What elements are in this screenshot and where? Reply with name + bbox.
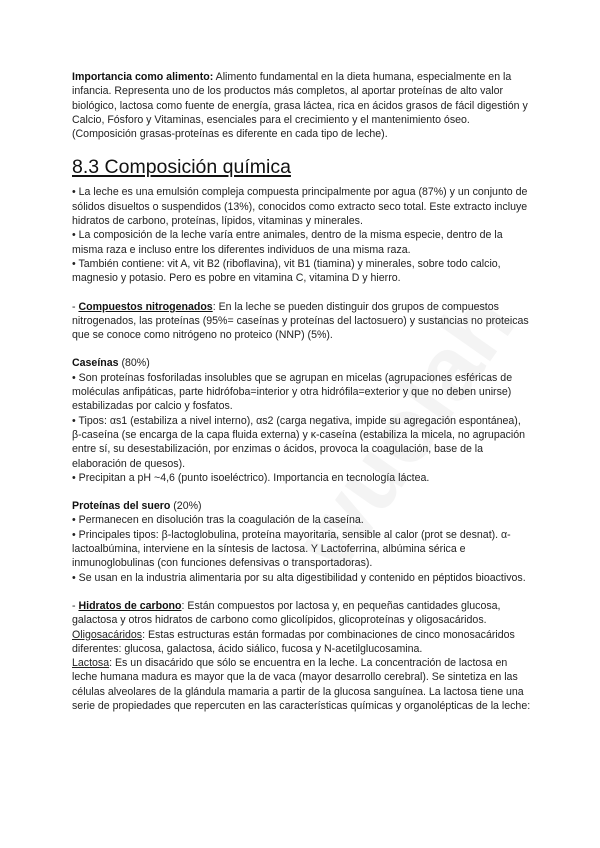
carbs-heading: Hidratos de carbono <box>78 599 182 612</box>
whey-heading: Proteínas del suero <box>72 500 171 513</box>
lactosa-text: : Es un disacárido que sólo se encuentra en la leche. La concentración de lactosa en leche humana madura es mayor que la de vaca (mayor desarrollo cerebral). Se sintetiza en las células alveolares de la glándula mamaria a partir de la glucosa sanguínea. La lactosa tiene una serie de propiedades que repercuten en las características químicas y organolépticas de la leche: <box>72 657 531 712</box>
intro-note: (Composición grasas-proteínas es diferente en cada tipo de leche). <box>72 128 388 141</box>
whey-pct: (20%) <box>170 500 202 513</box>
nitrogen-text: : En la leche se pueden distinguir dos grupos de compuestos nitrogenados, las proteínas (95%= caseínas y proteínas del lactosuero) y sustancias no proteicas que se conoce como nitrógeno no proteico (NNP) (5%). <box>72 300 529 342</box>
oligo-label: Oligosacáridos <box>72 628 143 641</box>
carbs-paragraph <box>72 599 532 628</box>
lactosa-label: Lactosa <box>72 657 110 670</box>
caseins-item-3: • Precipitan a pH ~4,6 (punto isoeléctrico). Importancia en tecnología láctea. <box>72 471 430 484</box>
caseins-pct: (80%) <box>118 357 150 370</box>
oligo-text: : Estas estructuras están formadas por combinaciones de cinco monosacáridos diferentes: glucosa, galactosa, ácido siálico, fucosa y N-acetilglucosamina. <box>72 628 515 655</box>
caseins-item-2: • Tipos: αs1 (estabiliza a nivel interno), αs2 (carga negativa, impide su agregación espontánea), β-caseína (se encarga de la capa fluida externa) y κ-caseína (estabiliza la micela, no agrupación entre sí, su desestabilización, por enzimas o ácidos, provoca la coagulación, base de la elaboración de quesos). <box>72 414 526 470</box>
whey-item-3: • Se usan en la industria alimentaria por su alta digestibilidad y contenido en péptidos bioactivos. <box>72 571 526 584</box>
caseins-item-1: • Son proteínas fosforiladas insolubles que se agrupan en micelas (agrupaciones esféricas de moléculas anfipáticas, parte hidrófoba=interior y otra hidrófila=exterior y que no deben unirse) estabilizadas por calcio y fosfatos. <box>72 371 513 413</box>
nitrogen-paragraph <box>72 300 532 343</box>
section-title: 8.3 Composición química <box>72 156 291 179</box>
whey-item-2: • Principales tipos: β-lactoglobulina, proteína mayoritaria, sensible al calor (prot se desnat). α-lactoalbúmina, interviene en la síntesis de lactosa. Y Lactoferrina, albúmina sérica e inmunoglobulinas (con funciones defensivas o transportadoras). <box>72 528 511 570</box>
bullet-3: • También contiene: vit A, vit B2 (riboflavina), vit B1 (tiamina) y minerales, sobre todo calcio, magnesio y potasio. Pero es pobre en vitamina C, vitamina D y hierro. <box>72 257 501 285</box>
carbs-text: : Están compuestos por lactosa y, en pequeñas cantidades glucosa, galactosa y otros hidratos de carbono como glicolípidos, glicoproteínas y oligosacáridos. <box>72 599 501 627</box>
intro-text: Alimento fundamental en la dieta humana, especialmente en la infancia. Representa uno de los productos más completos, al aportar proteínas de alto valor biológico, lactosa como fuente de energía, grasa láctea, rica en ácidos grasos de fácil digestión y Calcio, Fósforo y Vitaminas, esenciales para el crecimiento y el mantenimiento óseo. <box>72 71 528 126</box>
intro-paragraph <box>72 70 532 127</box>
caseins-heading: Caseínas <box>72 357 119 370</box>
carbs-prefix: - <box>72 599 79 612</box>
document-page <box>72 70 532 713</box>
nitrogen-heading: Compuestos nitrogenados <box>78 300 213 313</box>
intro-heading: Importancia como alimento: <box>72 71 214 83</box>
nitrogen-prefix: - <box>72 300 79 313</box>
oligo-paragraph <box>72 628 532 657</box>
lactosa-paragraph <box>72 656 532 713</box>
caseins-heading-line <box>72 356 532 370</box>
bullet-2: • La composición de la leche varía entre animales, dentro de la misma especie, dentro de la misma raza e incluso entre los diferentes individuos de una misma raza. <box>72 229 503 256</box>
whey-item-1: • Permanecen en disolución tras la coagulación de la caseína. <box>72 514 364 527</box>
whey-heading-line <box>72 499 532 513</box>
bullet-1: • La leche es una emulsión compleja compuesta principalmente por agua (87%) y un conjunto de sólidos disueltos o suspendidos (13%), conocidos como extracto seco total. Este extracto incluye hidratos de carbono, proteínas, lípidos, vitaminas y minerales. <box>72 186 528 228</box>
